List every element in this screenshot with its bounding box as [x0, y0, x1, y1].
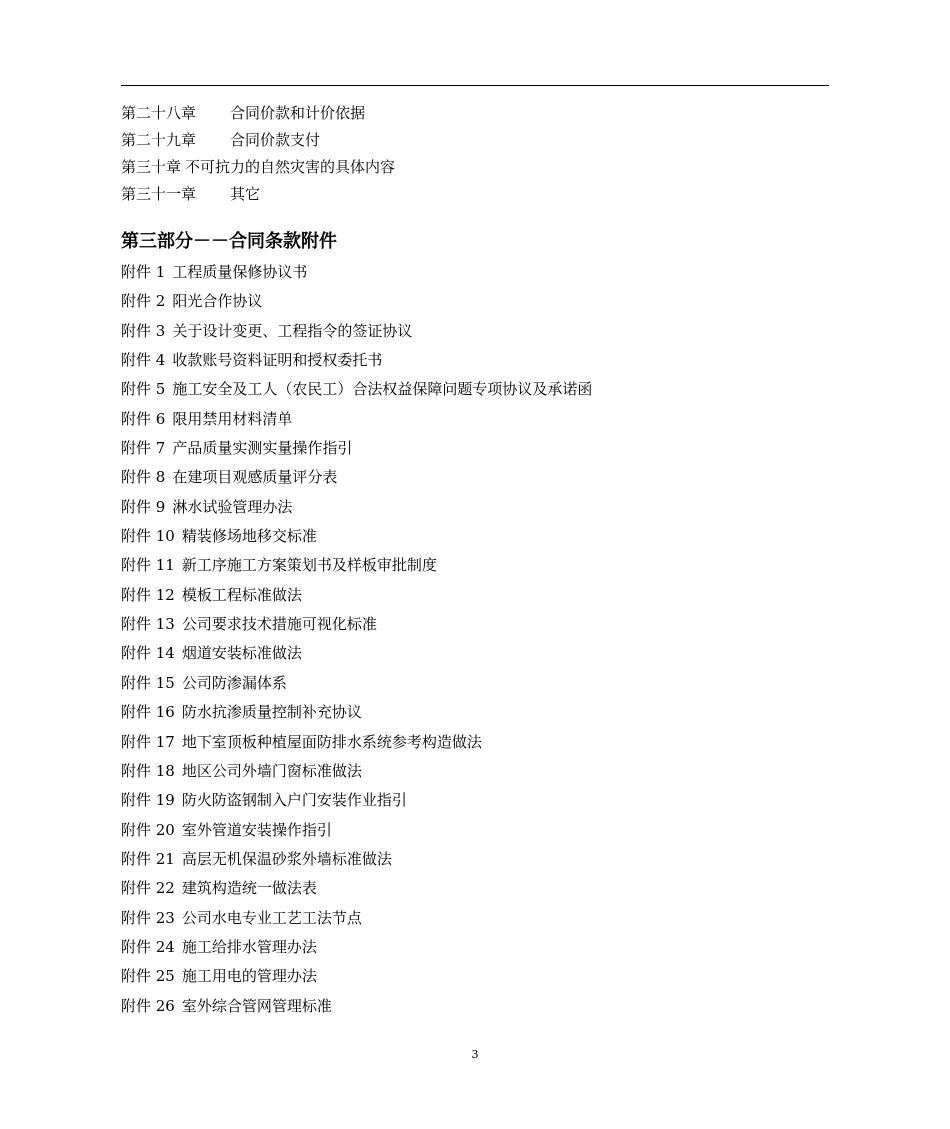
attachment-item [121, 405, 829, 434]
chapter-list [121, 100, 829, 208]
attachment-number: 附件 11 [121, 556, 175, 575]
attachment-item [121, 375, 829, 404]
page-number: 3 [471, 1048, 479, 1061]
chapter-number: 第二十八章 [121, 104, 197, 122]
attachment-item [121, 434, 829, 463]
attachment-number: 附件 1 [121, 263, 166, 281]
chapter-item [121, 154, 829, 181]
attachment-number: 附件 6 [121, 409, 166, 428]
attachment-item [121, 962, 829, 991]
attachment-number: 附件 7 [121, 439, 166, 458]
attachment-item [121, 493, 829, 522]
attachment-number: 附件 22 [121, 879, 175, 898]
attachment-title: 高层无机保温砂浆外墙标准做法 [181, 849, 392, 868]
attachment-number: 附件 13 [121, 615, 175, 634]
attachment-title: 施工给排水管理办法 [181, 937, 317, 956]
attachment-item [121, 757, 829, 786]
attachment-title: 公司要求技术措施可视化标准 [181, 615, 377, 634]
attachment-item [121, 904, 829, 933]
attachment-item [121, 669, 829, 698]
attachment-title: 产品质量实测实量操作指引 [172, 439, 353, 458]
chapter-item [121, 127, 829, 154]
chapter-number: 第三十章 [121, 158, 182, 176]
attachment-number: 附件 8 [121, 468, 166, 487]
attachment-number: 附件 19 [121, 791, 175, 810]
attachment-title: 淋水试验管理办法 [172, 497, 293, 516]
attachment-item [121, 728, 829, 757]
attachment-item [121, 992, 829, 1021]
attachment-item [121, 522, 829, 551]
attachment-number: 附件 9 [121, 497, 166, 516]
attachment-title: 阳光合作协议 [172, 292, 263, 311]
attachment-number: 附件 16 [121, 703, 175, 722]
attachment-title: 施工用电的管理办法 [181, 967, 317, 986]
attachment-title: 工程质量保修协议书 [172, 263, 308, 281]
attachment-item [121, 816, 829, 845]
chapter-item [121, 100, 829, 127]
chapter-title: 其它 [230, 185, 261, 203]
attachment-title: 防火防盗钢制入户门安装作业指引 [181, 791, 407, 810]
attachment-item [121, 581, 829, 610]
attachment-number: 附件 24 [121, 937, 175, 956]
attachment-title: 新工序施工方案策划书及样板审批制度 [181, 556, 437, 575]
attachment-number: 附件 17 [121, 732, 175, 751]
attachment-item [121, 258, 829, 287]
attachment-item [121, 874, 829, 903]
header-rule [121, 85, 829, 86]
attachment-title: 室外综合管网管理标准 [181, 996, 332, 1015]
attachment-title: 收款账号资料证明和授权委托书 [172, 351, 383, 370]
attachment-title: 公司防渗漏体系 [181, 673, 287, 692]
attachment-item [121, 639, 829, 668]
attachment-number: 附件 15 [121, 673, 175, 692]
attachment-title: 地下室顶板种植屋面防排水系统参考构造做法 [181, 732, 482, 751]
attachment-item [121, 845, 829, 874]
attachment-item [121, 463, 829, 492]
attachment-item [121, 610, 829, 639]
attachment-number: 附件 10 [121, 527, 175, 546]
chapter-item [121, 181, 829, 208]
attachment-number: 附件 20 [121, 820, 175, 839]
attachment-item [121, 287, 829, 316]
attachment-title: 施工安全及工人（农民工）合法权益保障问题专项协议及承诺函 [172, 380, 593, 399]
chapter-title: 不可抗力的自然灾害的具体内容 [185, 158, 396, 176]
chapter-title: 合同价款和计价依据 [230, 104, 366, 122]
attachment-number: 附件 23 [121, 908, 175, 927]
attachment-number: 附件 4 [121, 351, 166, 370]
attachment-title: 在建项目观感质量评分表 [172, 468, 338, 487]
attachment-item [121, 551, 829, 580]
attachment-title: 关于设计变更、工程指令的签证协议 [172, 321, 413, 340]
attachment-list [121, 258, 829, 1021]
attachment-number: 附件 3 [121, 321, 166, 340]
attachment-item [121, 317, 829, 346]
attachment-title: 精装修场地移交标准 [181, 527, 317, 546]
attachment-title: 烟道安装标准做法 [181, 644, 302, 663]
attachment-title: 室外管道安装操作指引 [181, 820, 332, 839]
attachment-item [121, 933, 829, 962]
attachment-title: 模板工程标准做法 [181, 585, 302, 604]
attachment-item [121, 786, 829, 815]
attachment-item [121, 346, 829, 375]
attachment-number: 附件 2 [121, 292, 166, 311]
attachment-title: 建筑构造统一做法表 [181, 879, 317, 898]
attachment-title: 地区公司外墙门窗标准做法 [181, 761, 362, 780]
attachment-number: 附件 18 [121, 761, 175, 780]
attachment-title: 防水抗渗质量控制补充协议 [181, 703, 362, 722]
section-heading: 第三部分－－合同条款附件 [121, 231, 337, 252]
attachment-number: 附件 21 [121, 849, 175, 868]
attachment-title: 公司水电专业工艺工法节点 [181, 908, 362, 927]
attachment-number: 附件 26 [121, 996, 175, 1015]
attachment-number: 附件 25 [121, 967, 175, 986]
attachment-number: 附件 5 [121, 380, 166, 399]
attachment-number: 附件 14 [121, 644, 175, 663]
chapter-number: 第二十九章 [121, 131, 197, 149]
chapter-title: 合同价款支付 [230, 131, 321, 149]
attachment-item [121, 698, 829, 727]
chapter-number: 第三十一章 [121, 185, 197, 203]
attachment-title: 限用禁用材料清单 [172, 409, 293, 428]
attachment-number: 附件 12 [121, 585, 175, 604]
